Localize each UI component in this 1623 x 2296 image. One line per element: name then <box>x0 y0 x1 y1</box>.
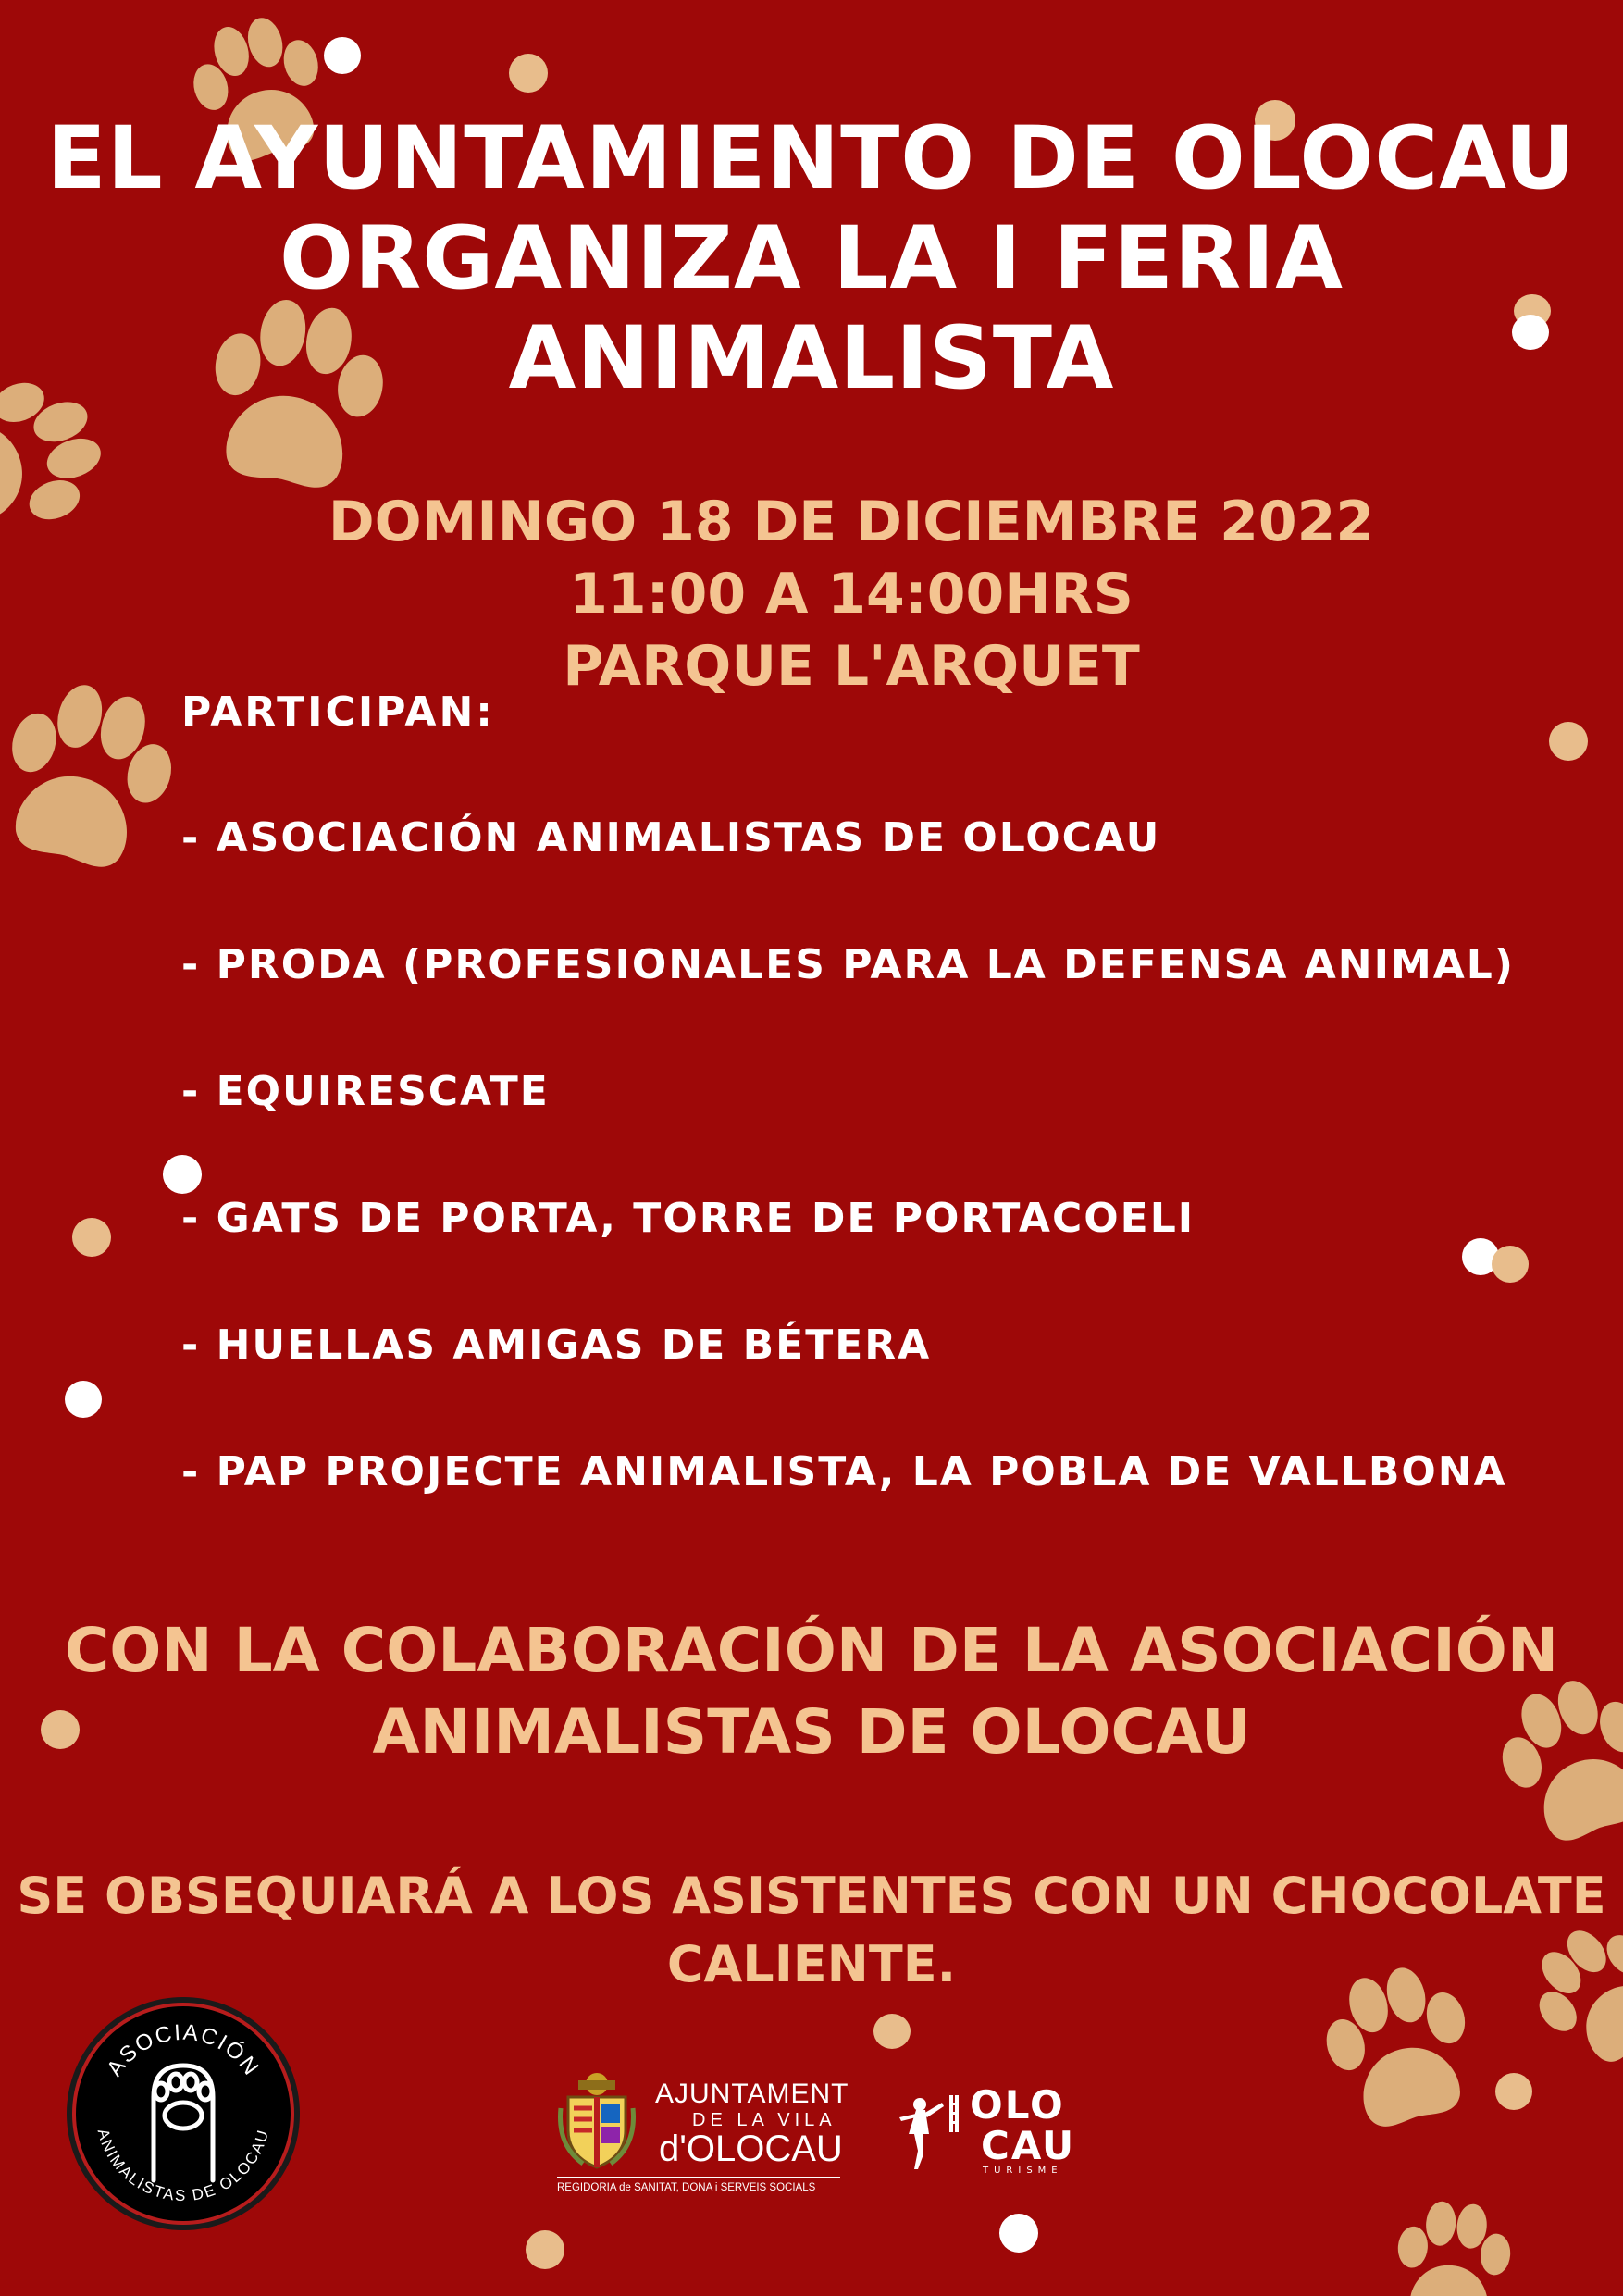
decor-dot <box>324 37 361 74</box>
event-place: PARQUE L'ARQUET <box>563 634 1140 699</box>
paw-print-icon <box>1360 2184 1545 2296</box>
collaboration-line-2: ANIMALISTAS DE OLOCAU <box>372 1696 1251 1768</box>
participant-item: - EQUIRESCATE <box>181 1068 550 1115</box>
decor-dot <box>526 2230 564 2269</box>
title-line-2: ORGANIZA LA I FERIA <box>279 208 1344 309</box>
participant-item: - PRODA (PROFESIONALES PARA LA DEFENSA ANIMAL) <box>181 941 1515 988</box>
decor-dot <box>65 1381 102 1418</box>
decor-dot <box>509 54 548 93</box>
poster-title <box>0 109 1623 409</box>
ajuntament-line-3: d'OLOCAU <box>659 2128 843 2169</box>
association-logo-bottom-text: ANIMALISTAS DE OLOCAU <box>93 2127 273 2205</box>
olocau-text-line-2: CAU <box>981 2123 1076 2168</box>
ajuntament-line-1: AJUNTAMENT <box>655 2079 849 2109</box>
ajuntament-line-2: DE LA VILA <box>692 2110 836 2130</box>
decor-dot <box>873 2014 911 2049</box>
olocau-text-line-3: TURISME <box>983 2166 1063 2176</box>
participant-item: - PAP PROJECTE ANIMALISTA, LA POBLA DE VALLBONA <box>181 1448 1507 1496</box>
event-info <box>0 486 1623 702</box>
decor-dot <box>999 2214 1038 2253</box>
collaboration-note <box>0 1610 1623 1773</box>
decor-dot <box>1549 722 1588 761</box>
cave-painting-figure-icon <box>896 2090 968 2173</box>
title-line-1: EL AYUNTAMIENTO DE OLOCAU <box>46 108 1577 209</box>
chocolate-line-1: SE OBSEQUIARÁ A LOS ASISTENTES CON UN CHOCOLATE <box>17 1867 1606 1925</box>
event-date: DOMINGO 18 DE DICIEMBRE 2022 <box>328 490 1375 554</box>
decor-dot <box>163 1155 202 1194</box>
olocau-text-line-1: OLO <box>970 2082 1065 2128</box>
participants-heading: PARTICIPAN: <box>181 689 495 736</box>
title-line-3: ANIMALISTA <box>508 308 1115 409</box>
event-time: 11:00 A 14:00HRS <box>569 562 1134 627</box>
chocolate-line-2: CALIENTE. <box>666 1935 957 1993</box>
association-logo-top-text: ASOCIACIÓN <box>102 2019 265 2081</box>
coat-of-arms-icon <box>555 2071 638 2173</box>
olocau-turisme-logo <box>896 2082 1081 2178</box>
ajuntament-subtitle: REGIDORIA de SANITAT, DONA i SERVEIS SOCIALS <box>557 2182 816 2193</box>
participant-item: - GATS DE PORTA, TORRE DE PORTACOELI <box>181 1195 1196 1242</box>
collaboration-line-1: CON LA COLABORACIÓN DE LA ASOCIACIÓN <box>64 1615 1559 1686</box>
decor-dot <box>1492 1246 1529 1283</box>
divider <box>557 2177 840 2178</box>
participant-item: - HUELLAS AMIGAS DE BÉTERA <box>181 1322 932 1369</box>
ajuntament-logo <box>555 2071 851 2197</box>
decor-dot <box>1495 2073 1532 2110</box>
decor-dot <box>72 1218 111 1257</box>
chocolate-note <box>0 1862 1623 1999</box>
participant-item: - ASOCIACIÓN ANIMALISTAS DE OLOCAU <box>181 814 1161 862</box>
association-logo <box>65 1995 302 2232</box>
